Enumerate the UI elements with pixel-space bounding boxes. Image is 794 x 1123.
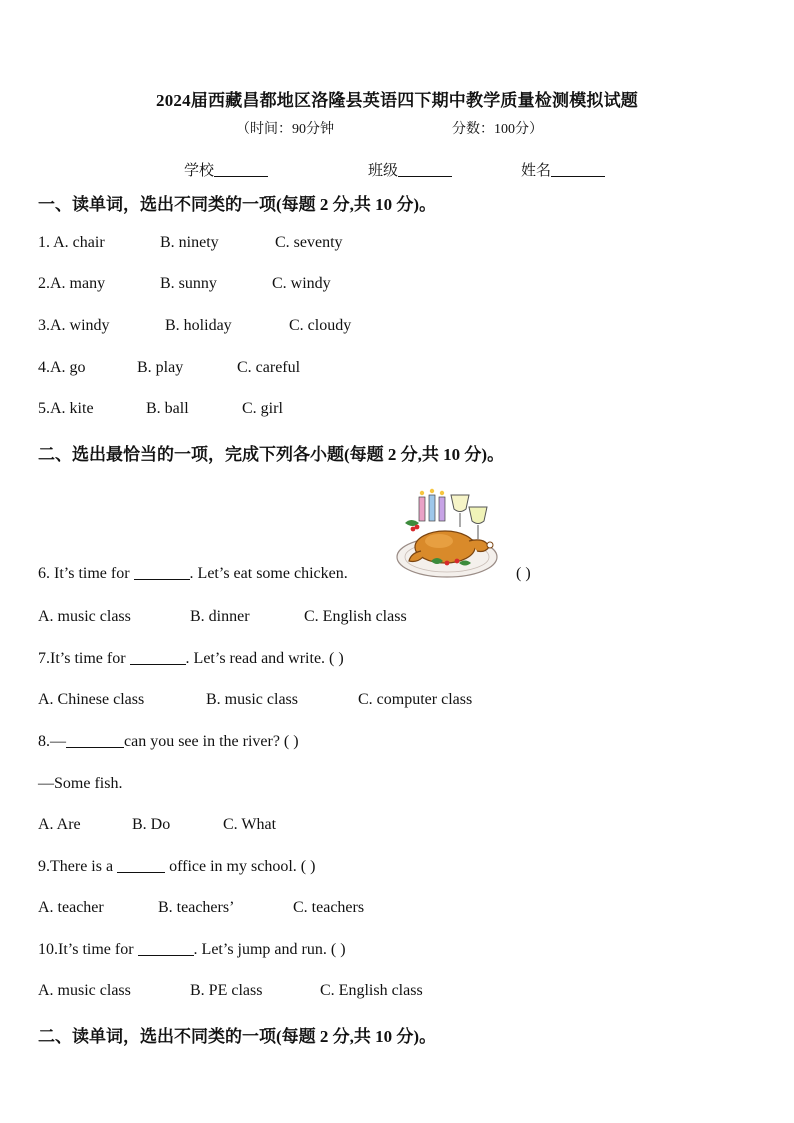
q9-text-end: office in my school. ( ) bbox=[169, 858, 316, 875]
section2-heading: 二、选出最恰当的一项，完成下列各小题(每题 2 分,共 10 分)。 bbox=[38, 445, 505, 464]
q1-option-a: 1. A. chair bbox=[38, 234, 105, 251]
q7-option-a: A. Chinese class bbox=[38, 691, 145, 708]
q6-text-end: . Let’s eat some chicken. bbox=[189, 565, 348, 582]
page-title: 2024届西藏昌都地区洛隆县英语四下期中教学质量检测模拟试题 bbox=[156, 91, 638, 110]
q2-option-c: C. windy bbox=[272, 275, 331, 292]
q6-answer-paren: ( ) bbox=[516, 565, 531, 582]
question-9 bbox=[38, 858, 315, 876]
q8-blank bbox=[66, 733, 124, 748]
name-blank bbox=[551, 161, 605, 177]
q6-text-start: 6. It’s time for bbox=[38, 565, 130, 582]
q8-option-c: C. What bbox=[223, 816, 277, 833]
question-5 bbox=[38, 400, 778, 420]
question-4 bbox=[38, 359, 778, 379]
q9-options bbox=[38, 899, 778, 919]
question-1 bbox=[38, 234, 778, 254]
q10-text-end: . Let’s jump and run. ( ) bbox=[193, 941, 346, 958]
section3-heading: 二、读单词，选出不同类的一项(每题 2 分,共 10 分)。 bbox=[38, 1027, 437, 1046]
q5-option-a: 5.A. kite bbox=[38, 400, 94, 417]
school-blank bbox=[214, 161, 268, 177]
q8-option-b: B. Do bbox=[132, 816, 171, 833]
q7-option-b: B. music class bbox=[206, 691, 298, 708]
question-8 bbox=[38, 733, 299, 751]
school-label: 学校 bbox=[184, 163, 215, 179]
q6-option-a: A. music class bbox=[38, 608, 131, 625]
class-label: 班级 bbox=[368, 163, 399, 179]
roast-chicken-illustration bbox=[395, 487, 505, 579]
q7-text-end: . Let’s read and write. ( ) bbox=[185, 650, 344, 667]
name-field bbox=[521, 159, 605, 180]
q9-blank bbox=[117, 858, 165, 873]
q10-options bbox=[38, 982, 778, 1002]
school-field bbox=[184, 159, 268, 180]
q7-option-c: C. computer class bbox=[358, 691, 473, 708]
q6-option-b: B. dinner bbox=[190, 608, 250, 625]
question-6 bbox=[38, 565, 348, 583]
q8-text-end: can you see in the river? ( ) bbox=[124, 733, 299, 750]
q7-options bbox=[38, 691, 778, 711]
q7-blank bbox=[130, 650, 186, 665]
exam-score: 分数：100分） bbox=[452, 122, 543, 137]
question-2 bbox=[38, 275, 778, 295]
q10-option-a: A. music class bbox=[38, 982, 131, 999]
q10-blank bbox=[138, 941, 194, 956]
q3-option-c: C. cloudy bbox=[289, 317, 352, 334]
exam-time: （时间：90分钟 bbox=[236, 122, 334, 137]
question-3 bbox=[38, 317, 778, 337]
q4-option-c: C. careful bbox=[237, 359, 301, 376]
name-label: 姓名 bbox=[521, 163, 552, 179]
q10-option-c: C. English class bbox=[320, 982, 423, 999]
q8-text-start: 8.— bbox=[38, 733, 66, 750]
q2-option-a: 2.A. many bbox=[38, 275, 106, 292]
q9-option-b: B. teachers’ bbox=[158, 899, 235, 916]
q10-text-start: 10.It’s time for bbox=[38, 941, 134, 958]
q4-option-a: 4.A. go bbox=[38, 359, 86, 376]
question-7 bbox=[38, 650, 344, 668]
class-field bbox=[368, 159, 452, 180]
q1-option-c: C. seventy bbox=[275, 234, 343, 251]
q8-option-a: A. Are bbox=[38, 816, 81, 833]
q9-text-start: 9.There is a bbox=[38, 858, 114, 875]
q5-option-b: B. ball bbox=[146, 400, 189, 417]
q9-option-c: C. teachers bbox=[293, 899, 365, 916]
q8-options bbox=[38, 816, 778, 836]
question-10 bbox=[38, 941, 346, 959]
class-blank bbox=[398, 161, 452, 177]
q2-option-b: B. sunny bbox=[160, 275, 217, 292]
q7-text-start: 7.It’s time for bbox=[38, 650, 126, 667]
q5-option-c: C. girl bbox=[242, 400, 283, 417]
q6-option-c: C. English class bbox=[304, 608, 407, 625]
q3-option-a: 3.A. windy bbox=[38, 317, 110, 334]
section1-heading: 一、读单词，选出不同类的一项(每题 2 分,共 10 分)。 bbox=[38, 195, 437, 214]
q8-answer-line: —Some fish. bbox=[38, 775, 123, 792]
q3-option-b: B. holiday bbox=[165, 317, 232, 334]
q6-blank bbox=[134, 565, 190, 580]
q4-option-b: B. play bbox=[137, 359, 184, 376]
q10-option-b: B. PE class bbox=[190, 982, 263, 999]
q9-option-a: A. teacher bbox=[38, 899, 104, 916]
q1-option-b: B. ninety bbox=[160, 234, 219, 251]
q6-options bbox=[38, 608, 778, 628]
